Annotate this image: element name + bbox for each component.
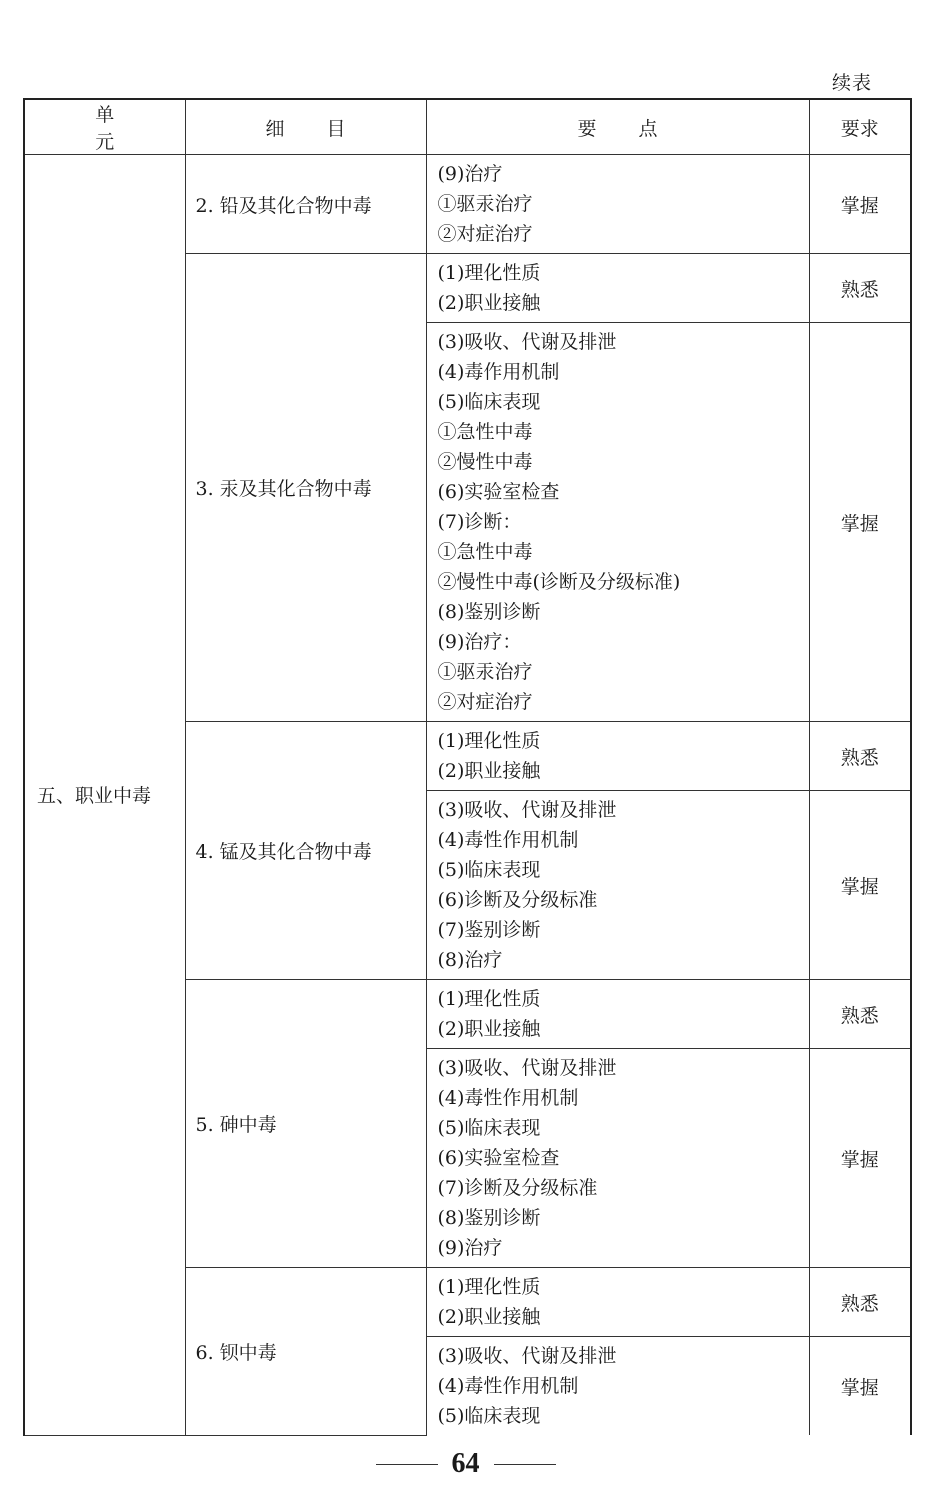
point-line: (1)理化性质: [437, 730, 541, 752]
point-line: (3)吸收、代谢及排泄: [437, 1345, 617, 1367]
point-line: ①急性中毒: [437, 421, 533, 443]
point-line: ②对症治疗: [437, 691, 533, 713]
table-row: [24, 155, 911, 254]
item-cell: 4. 锰及其化合物中毒: [185, 722, 426, 980]
point-line: (5)临床表现: [437, 1117, 541, 1139]
continued-label: 续表: [832, 72, 873, 94]
point-line: (6)实验室检查: [437, 1147, 560, 1169]
header-row: [24, 99, 911, 155]
footer-rule-right: [494, 1464, 556, 1465]
points-cell: [426, 1268, 809, 1337]
requirement-cell: 熟悉: [809, 722, 911, 791]
point-line: (5)临床表现: [437, 1405, 541, 1427]
point-line: ①急性中毒: [437, 541, 533, 563]
point-line: (3)吸收、代谢及排泄: [437, 1057, 617, 1079]
point-line: (5)临床表现: [437, 859, 541, 881]
points-cell: [426, 155, 809, 254]
item-cell: 3. 汞及其化合物中毒: [185, 254, 426, 722]
point-line: (8)鉴别诊断: [437, 1207, 541, 1229]
syllabus-table: [23, 98, 912, 1436]
point-line: (6)实验室检查: [437, 481, 560, 503]
point-line: (2)职业接触: [437, 760, 541, 782]
points-cell: [426, 980, 809, 1049]
point-line: (1)理化性质: [437, 1276, 541, 1298]
point-line: (2)职业接触: [437, 1306, 541, 1328]
point-line: (6)诊断及分级标准: [437, 889, 598, 911]
point-line: (3)吸收、代谢及排泄: [437, 331, 617, 353]
requirement-cell: 掌握: [809, 155, 911, 254]
point-line: (7)诊断及分级标准: [437, 1177, 598, 1199]
requirement-cell: 掌握: [809, 1049, 911, 1268]
point-line: (7)诊断：: [437, 511, 522, 533]
point-line: (3)吸收、代谢及排泄: [437, 799, 617, 821]
point-line: ①驱汞治疗: [437, 193, 533, 215]
point-line: ②对症治疗: [437, 223, 533, 245]
points-cell: [426, 323, 809, 722]
point-line: (4)毒性作用机制: [437, 829, 579, 851]
point-line: (2)职业接触: [437, 1018, 541, 1040]
point-line: ②慢性中毒(诊断及分级标准): [437, 571, 681, 593]
requirement-cell: 熟悉: [809, 1268, 911, 1337]
points-cell: [426, 722, 809, 791]
point-line: (4)毒性作用机制: [437, 1375, 579, 1397]
requirement-cell: 掌握: [809, 1337, 911, 1436]
header-points: 要点: [426, 99, 809, 155]
point-line: (5)临床表现: [437, 391, 541, 413]
unit-cell: 五、职业中毒: [24, 155, 185, 1436]
point-line: (7)鉴别诊断: [437, 919, 541, 941]
points-cell: [426, 1337, 809, 1436]
point-line: (8)鉴别诊断: [437, 601, 541, 623]
item-cell: 2. 铅及其化合物中毒: [185, 155, 426, 254]
requirement-cell: 掌握: [809, 323, 911, 722]
requirement-cell: 熟悉: [809, 254, 911, 323]
point-line: (4)毒性作用机制: [437, 1087, 579, 1109]
point-line: ①驱汞治疗: [437, 661, 533, 683]
page-number: 64: [451, 1448, 480, 1479]
point-line: (9)治疗：: [437, 631, 522, 653]
point-line: (4)毒作用机制: [437, 361, 560, 383]
point-line: (1)理化性质: [437, 262, 541, 284]
header-unit: 单元: [24, 99, 185, 155]
point-line: (9)治疗: [437, 163, 503, 185]
page-footer: [0, 1448, 931, 1480]
points-cell: [426, 1049, 809, 1268]
point-line: (9)治疗: [437, 1237, 503, 1259]
header-item: 细目: [185, 99, 426, 155]
item-cell: 6. 钡中毒: [185, 1268, 426, 1436]
point-line: (2)职业接触: [437, 292, 541, 314]
point-line: (1)理化性质: [437, 988, 541, 1010]
footer-rule-left: [376, 1464, 438, 1465]
header-requirement: 要求: [809, 99, 911, 155]
requirement-cell: 熟悉: [809, 980, 911, 1049]
requirement-cell: 掌握: [809, 791, 911, 980]
points-cell: [426, 791, 809, 980]
points-cell: [426, 254, 809, 323]
point-line: (8)治疗: [437, 949, 503, 971]
item-cell: 5. 砷中毒: [185, 980, 426, 1268]
point-line: ②慢性中毒: [437, 451, 533, 473]
